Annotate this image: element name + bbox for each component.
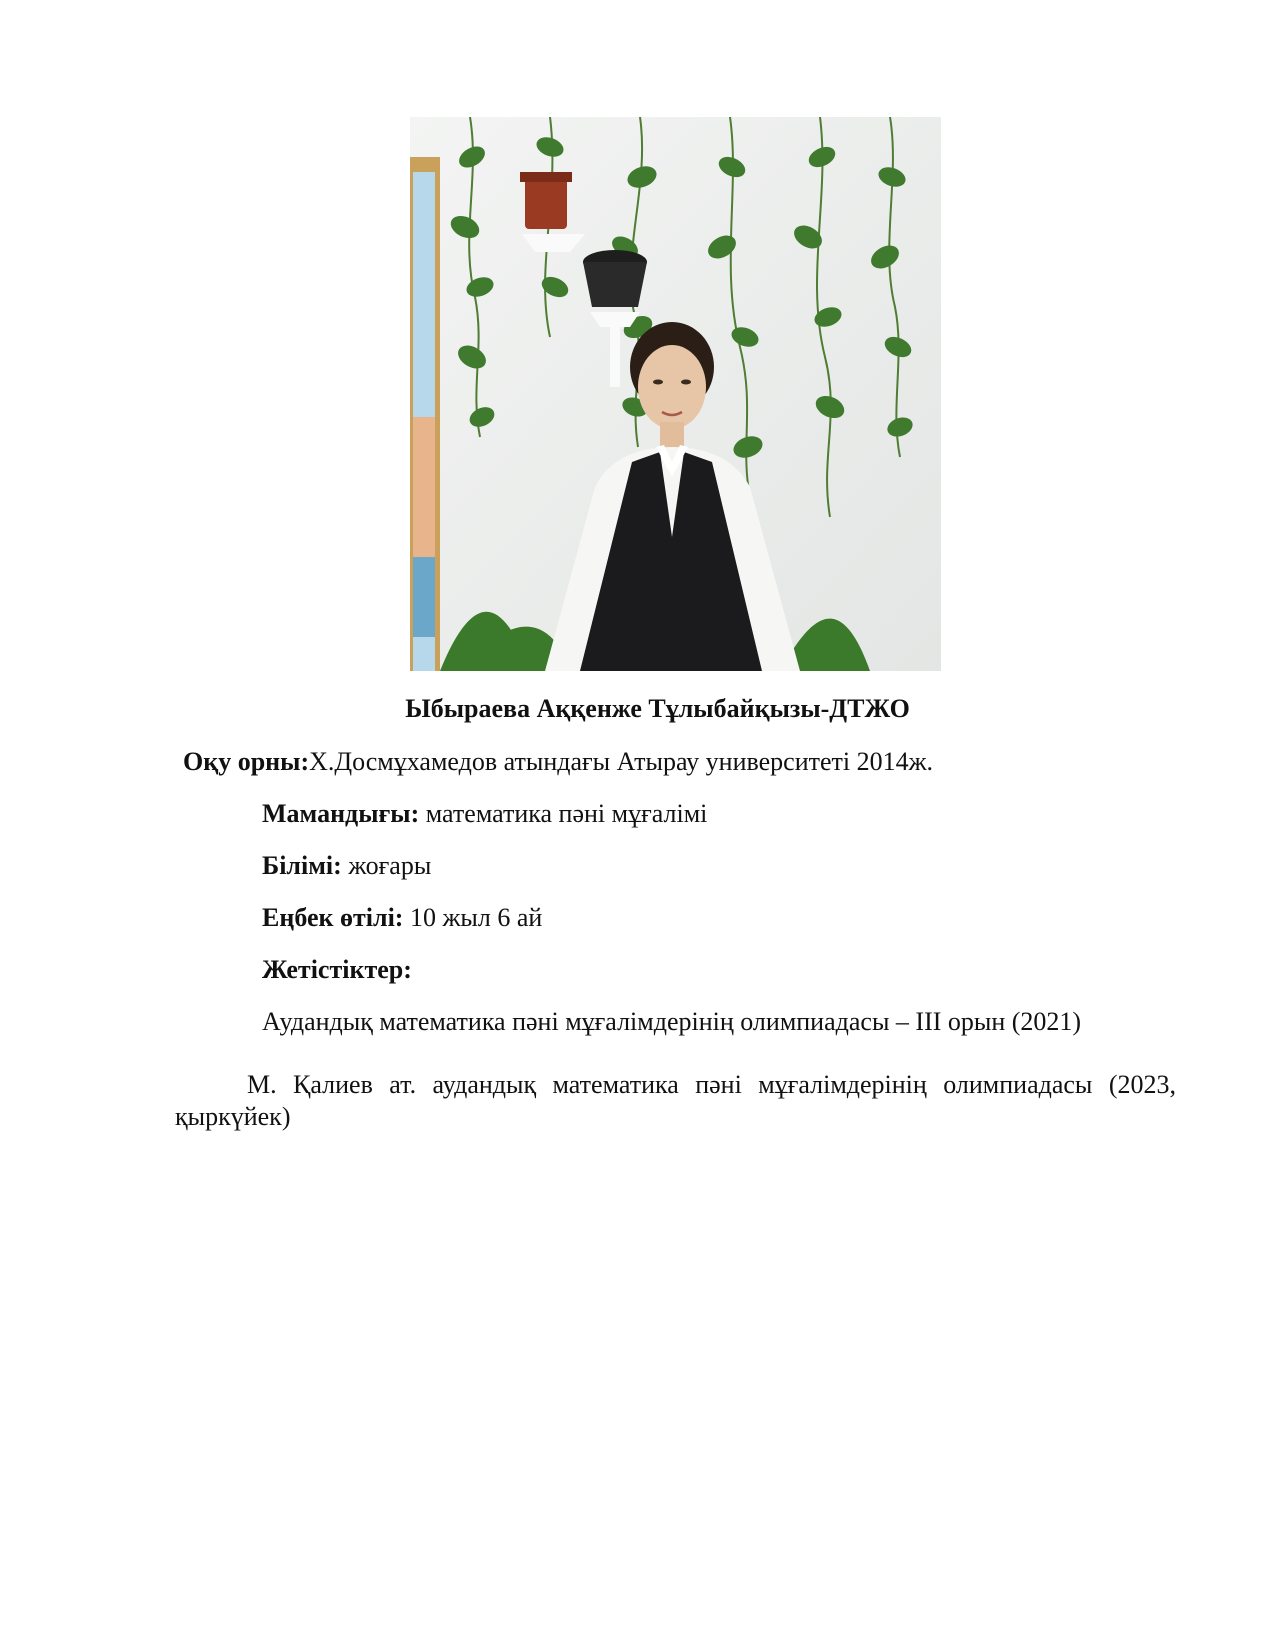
experience-label: Еңбек өтілі: <box>262 903 404 932</box>
achievement-item: Аудандық математика пәні мұғалімдерінің олимпиадасы – ІІІ орын (2021) <box>262 1007 1082 1036</box>
specialty-row <box>262 798 707 830</box>
education-place-row <box>183 746 933 778</box>
portrait-photo <box>410 117 941 671</box>
specialty-value: математика пәні мұғалімі <box>419 799 708 828</box>
experience-row <box>262 902 542 934</box>
education-level-label: Білімі: <box>262 851 342 880</box>
experience-value: 10 жыл 6 ай <box>403 903 543 932</box>
education-place-label: Оқу орны: <box>183 747 310 776</box>
specialty-label: Мамандығы: <box>262 799 420 828</box>
education-level-value: жоғары <box>341 851 432 880</box>
portrait-illustration <box>410 117 941 671</box>
education-level-row <box>262 850 431 882</box>
person-name: Ыбыраева Аққенже Тұлыбайқызы-ДТЖО <box>405 694 910 723</box>
education-place-value: Х.Досмұхамедов атындағы Атырау университеті 2014ж. <box>309 747 934 776</box>
achievements-heading: Жетістіктер: <box>262 955 412 984</box>
achievement-item: М. Қалиев ат. аудандық математика пәні мұғалімдерінің олимпиадасы (2023, қыркүйек) <box>175 1070 1176 1131</box>
